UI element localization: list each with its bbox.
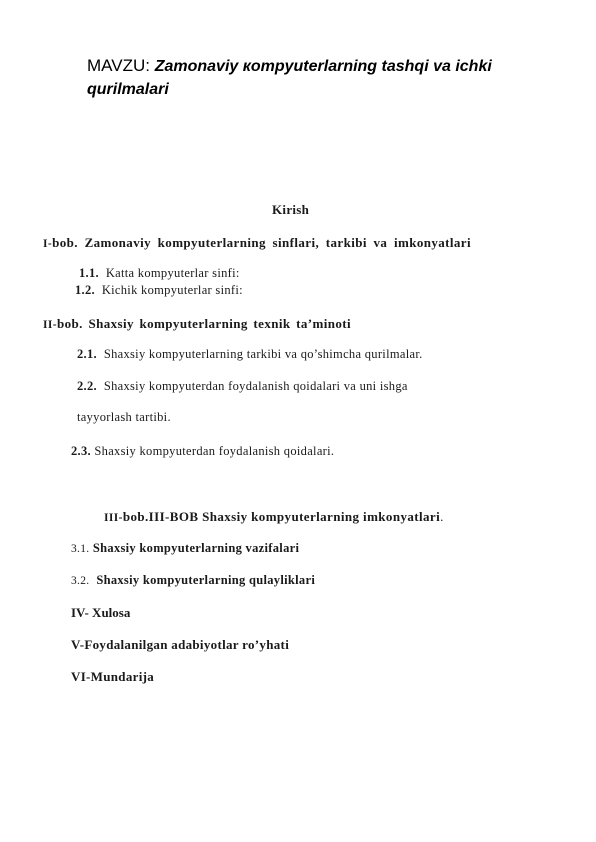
chapter-3-title: bob.III-BOB Shaxsiy kompyuterlarning imkonyatlari — [122, 509, 441, 524]
section-2-2-number: 2.2. — [77, 379, 97, 393]
section-1-2-number: 1.2. — [75, 283, 95, 297]
chapter-3-heading — [104, 509, 444, 525]
section-1-1-number: 1.1. — [79, 266, 99, 280]
section-3-2-text: Shaxsiy kompyuterlarning qulayliklari — [96, 573, 316, 587]
conclusion-heading: IV- Xulosa — [71, 605, 131, 620]
topic-title: Zamonaviy кompyuterlarning tashqi va ichki qurilmalari — [87, 58, 492, 98]
intro-heading: Kirish — [272, 202, 310, 217]
chapter-3-trail: . — [440, 509, 444, 524]
section-2-3-text: Shaxsiy kompyuterdan foydalanish qoidalari. — [94, 444, 335, 458]
section-2-1-number: 2.1. — [77, 347, 97, 361]
chapter-2-number: II- — [43, 319, 57, 331]
section-2-2-text: Shaxsiy kompyuterdan foydalanish qoidalari va uni ishga — [103, 379, 408, 393]
chapter-2-title: bob. Shaxsiy kompyuterlarning texnik ta’minoti — [56, 316, 352, 331]
section-2-1 — [77, 347, 423, 362]
section-3-1-text: Shaxsiy kompyuterlarning vazifalari — [92, 541, 300, 555]
section-3-2 — [71, 573, 315, 588]
section-1-2-text: Kichik kompyuterlar sinfi: — [101, 283, 243, 297]
topic-label: MAVZU: — [87, 56, 150, 75]
section-3-1 — [71, 541, 299, 556]
chapter-1-title: bob. Zamonaviy kompyuterlarning sinflari, tarkibi va imkonyatlari — [52, 235, 471, 250]
chapter-3-number: III- — [104, 512, 123, 524]
section-1-2 — [75, 283, 243, 298]
section-2-3-number: 2.3. — [71, 444, 91, 458]
section-3-2-number: 3.2. — [71, 575, 90, 587]
section-2-1-text: Shaxsiy kompyuterlarning tarkibi va qo’shimcha qurilmalar. — [103, 347, 423, 361]
chapter-2-heading — [43, 316, 351, 332]
topic-heading — [87, 55, 557, 101]
chapter-1-heading — [43, 235, 471, 251]
references-heading: V-Foydalanilgan adabiyotlar ro’yhati — [71, 637, 290, 652]
section-2-2 — [77, 379, 408, 394]
contents-heading: VI-Mundarija — [71, 669, 155, 684]
section-2-3 — [71, 444, 334, 459]
section-3-1-number: 3.1. — [71, 543, 90, 555]
section-1-1 — [79, 266, 240, 281]
section-1-1-text: Katta kompyuterlar sinfi: — [105, 266, 240, 280]
chapter-1-number: I- — [43, 238, 53, 250]
section-2-2-continued: tayyorlash tartibi. — [77, 410, 171, 424]
